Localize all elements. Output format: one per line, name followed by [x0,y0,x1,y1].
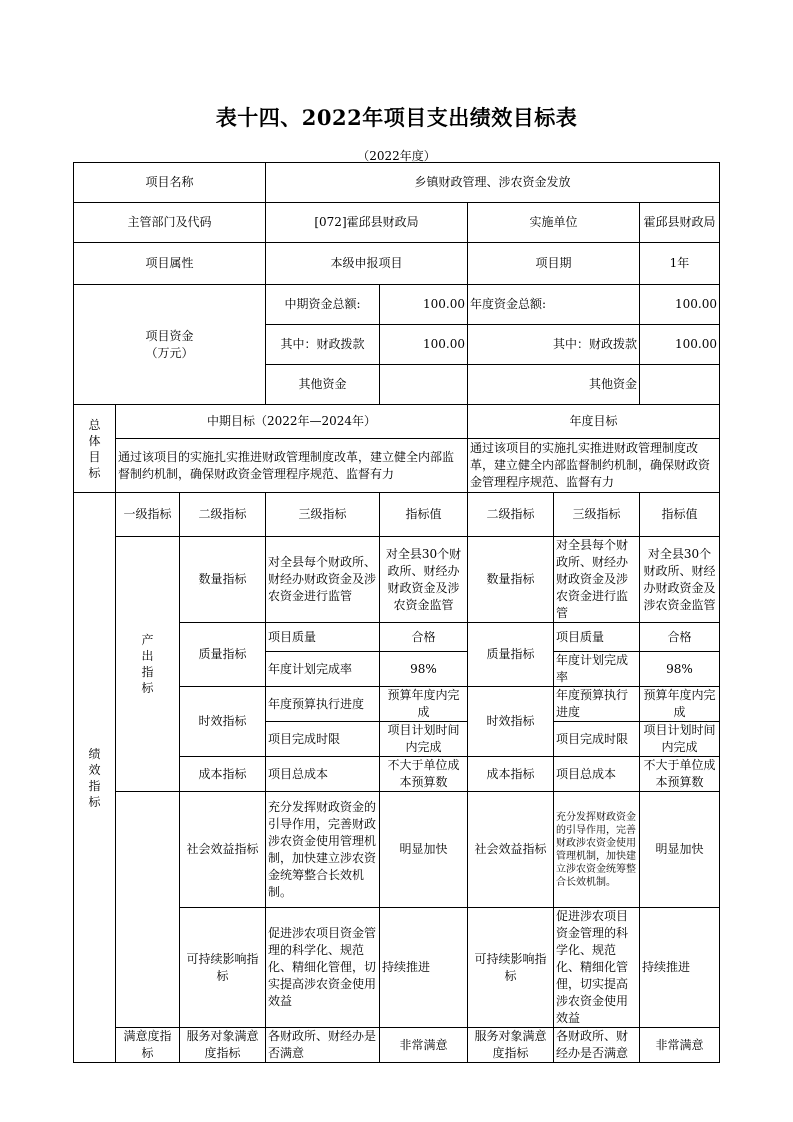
sustain-l3b: 促进涉农项目资金管理的科学化、规范化、精细化管俚，切实提高涉农资金使用效益 [554,908,640,1028]
side-char: 出 [141,649,154,663]
timeliness-r2-l3: 项目完成时限 [266,722,380,757]
performance-target-table [73,162,720,1063]
sustain-valb: 持续推进 [640,908,720,1028]
annual-other-label: 其他资金 [468,365,640,405]
perf-side-label [74,493,116,1063]
social-val: 明显加快 [380,792,468,908]
timeliness-r1-l3: 年度预算执行进度 [266,687,380,722]
dept-value: [072]霍邱县财政局 [266,203,468,243]
header-level2-b: 二级指标 [468,493,554,537]
timeliness-r2-val: 项目计划时间内完成 [380,722,468,757]
quantity-l3: 对全县每个财政所、财经办财政资金及涉农资金进行监管 [266,537,380,623]
quality-r1-l3: 项目质量 [266,623,380,652]
quality-r1-val: 合格 [380,623,468,652]
satisfaction-l1: 满意度指标 [116,1028,180,1063]
mid-fiscal-label: 其中：财政拨款 [266,325,380,365]
cost-l2: 成本指标 [180,757,266,792]
quantity-l3b: 对全县每个财政所、财经办财政资金及涉农资金进行监管 [554,537,640,623]
side-char: 效 [88,762,101,777]
quality-r2-valb: 98% [640,652,720,687]
annual-fiscal-value: 100.00 [640,325,720,365]
quality-l2b: 质量指标 [468,623,554,687]
side-char: 指 [141,665,154,679]
side-char: 目 [88,449,101,464]
annual-fiscal-label: 其中：财政拨款 [468,325,640,365]
mid-total-value: 100.00 [380,285,468,325]
funds-label-line1: 项目资金 [145,328,194,343]
social-l2: 社会效益指标 [180,792,266,908]
social-l2b: 社会效益指标 [468,792,554,908]
cost-valb: 不大于单位成本预算数 [640,757,720,792]
sustain-l2b: 可持续影响指标 [468,908,554,1028]
project-name-label: 项目名称 [74,163,266,203]
annual-goal-header: 年度目标 [468,405,720,439]
satisfaction-l2b: 服务对象满意度指标 [468,1028,554,1063]
quantity-l2b: 数量指标 [468,537,554,623]
quality-r2-l3b: 年度计划完成率 [554,652,640,687]
social-l3b: 充分发挥财政资金的引导作用，完善财政涉农资金使用管理机制，加快建立涉农资金统筹整合长效机制。 [554,792,640,908]
overall-goal-side-label [74,405,116,493]
annual-total-label: 年度资金总额: [468,285,640,325]
satisfaction-l3: 各财政所、财经办是否满意 [266,1028,380,1063]
header-value-b: 指标值 [640,493,720,537]
sustain-l3: 促进涉农项目资金管理的科学化、规范化、精细化管俚，切实提高涉农资金使用效益 [266,908,380,1028]
timeliness-r1-l3b: 年度预算执行进度 [554,687,640,722]
sustain-l2: 可持续影响指标 [180,908,266,1028]
header-level2: 二级指标 [180,493,266,537]
social-l3: 充分发挥财政资金的引导作用，完善财政涉农资金使用管理机制，加快建立涉农资金统筹整合长效机制。 [266,792,380,908]
header-level1: 一级指标 [116,493,180,537]
timeliness-r2-valb: 项目计划时间内完成 [640,722,720,757]
cost-l2b: 成本指标 [468,757,554,792]
attr-label: 项目属性 [74,243,266,285]
attr-value: 本级申报项目 [266,243,468,285]
mid-goal-header: 中期目标（2022年—2024年） [116,405,468,439]
header-level3-b: 三级指标 [554,493,640,537]
timeliness-r2-l3b: 项目完成时限 [554,722,640,757]
mid-total-label: 中期资金总额: [266,285,380,325]
side-char: 指 [88,778,101,793]
satisfaction-l3b: 各财政所、财经办是否满意 [554,1028,640,1063]
header-level3: 三级指标 [266,493,380,537]
mid-other-value [380,365,468,405]
side-char: 标 [141,681,154,695]
timeliness-r1-valb: 预算年度内完成 [640,687,720,722]
dept-label: 主管部门及代码 [74,203,266,243]
timeliness-l2: 时效指标 [180,687,266,757]
header-value: 指标值 [380,493,468,537]
funds-label-line2: （万元） [145,345,194,360]
side-char: 体 [88,433,101,448]
project-name-value: 乡镇财政管理、涉农资金发放 [266,163,720,203]
mid-other-label: 其他资金 [266,365,380,405]
mid-goal-text: 通过该项目的实施扎实推进财政管理制度改革，建立健全内部监督制约机制，确保财政资金管理程序规范、监督有力 [116,439,468,493]
social-valb: 明显加快 [640,792,720,908]
cost-val: 不大于单位成本预算数 [380,757,468,792]
side-char: 总 [88,417,101,432]
mid-fiscal-value: 100.00 [380,325,468,365]
impl-unit-label: 实施单位 [468,203,640,243]
page-title: 表十四、2022年项目支出绩效目标表 [215,105,578,130]
side-char: 产 [141,633,154,647]
quality-r1-l3b: 项目质量 [554,623,640,652]
quantity-l2: 数量指标 [180,537,266,623]
sustain-val: 持续推进 [380,908,468,1028]
period-label: 项目期 [468,243,640,285]
annual-total-value: 100.00 [640,285,720,325]
funds-label [74,285,266,405]
cost-l3: 项目总成本 [266,757,380,792]
satisfaction-l2: 服务对象满意度指标 [180,1028,266,1063]
side-char: 标 [88,465,101,480]
quality-r2-l3: 年度计划完成率 [266,652,380,687]
satisfaction-val: 非常满意 [380,1028,468,1063]
annual-other-value [640,365,720,405]
year-label: （2022年度） [357,149,436,163]
timeliness-r1-val: 预算年度内完成 [380,687,468,722]
timeliness-l2b: 时效指标 [468,687,554,757]
side-char: 绩 [88,746,101,761]
quantity-valb: 对全县30个财政所、财经办财政资金及涉农资金监管 [640,537,720,623]
annual-goal-text: 通过该项目的实施扎实推进财政管理制度改革，建立健全内部监督制约机制，确保财政资金管理程序规范、监督有力 [468,439,720,493]
quality-r1-valb: 合格 [640,623,720,652]
period-value: 1年 [640,243,720,285]
quality-r2-val: 98% [380,652,468,687]
side-char: 标 [88,794,101,809]
output-label [116,537,180,792]
quantity-val: 对全县30个财政所、财经办财政资金及涉农资金监管 [380,537,468,623]
cost-l3b: 项目总成本 [554,757,640,792]
impl-unit-value: 霍邱县财政局 [640,203,720,243]
satisfaction-valb: 非常满意 [640,1028,720,1063]
benefit-l1-blank [116,792,180,1028]
quality-l2: 质量指标 [180,623,266,687]
